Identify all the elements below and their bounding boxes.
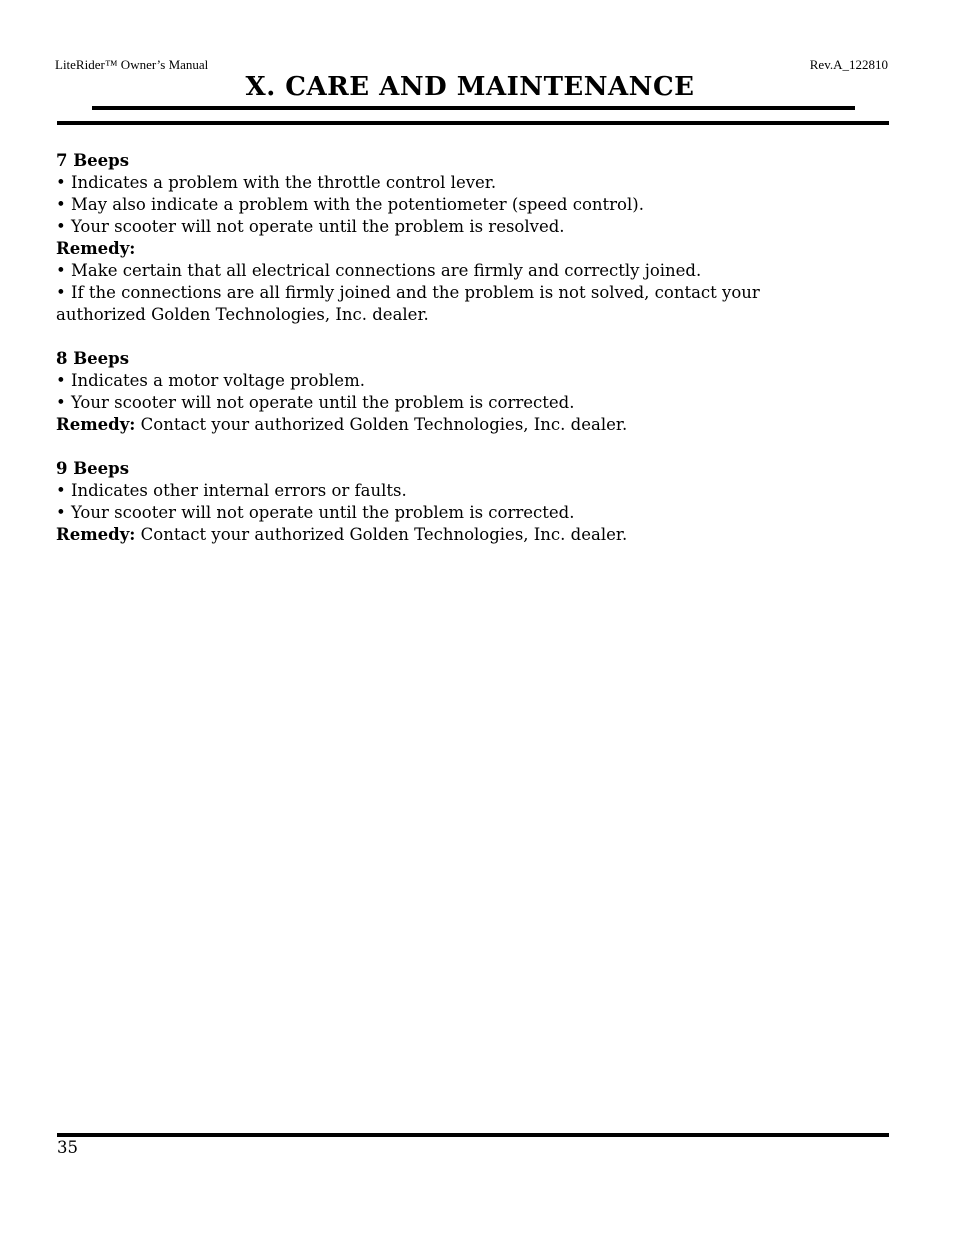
list-item: • Your scooter will not operate until the problem is resolved. <box>56 217 565 236</box>
page-number: 35 <box>57 1138 78 1157</box>
section-7-beeps <box>56 150 896 326</box>
section-heading: 9 Beeps <box>56 459 129 478</box>
footer-divider <box>57 1133 889 1137</box>
list-item: • Make certain that all electrical connections are firmly and correctly joined. <box>56 261 702 280</box>
manual-title: LiteRider™ Owner’s Manual <box>55 57 209 72</box>
header-divider <box>57 121 889 125</box>
remedy-text: Contact your authorized Golden Technologies, Inc. dealer. <box>135 415 628 434</box>
list-item: • Your scooter will not operate until the problem is corrected. <box>56 393 575 412</box>
list-item: • May also indicate a problem with the potentiometer (speed control). <box>56 195 644 214</box>
page-content <box>56 150 896 568</box>
revision-label: Rev.A_122810 <box>809 57 888 72</box>
list-item: • Indicates other internal errors or faults. <box>56 481 407 500</box>
remedy-label: Remedy: <box>56 239 136 258</box>
remedy-label: Remedy: <box>56 525 136 544</box>
section-heading: 8 Beeps <box>56 349 129 368</box>
title-underline <box>92 106 855 110</box>
remedy-line <box>56 524 896 546</box>
remedy-line <box>56 414 896 436</box>
remedy-text: Contact your authorized Golden Technologies, Inc. dealer. <box>135 525 628 544</box>
chapter-title: X. CARE AND MAINTENANCE <box>245 72 695 102</box>
section-heading: 7 Beeps <box>56 151 129 170</box>
list-item: • Your scooter will not operate until the problem is corrected. <box>56 503 575 522</box>
list-item: • If the connections are all firmly joined and the problem is not solved, contact your authorized Golden Technologies, Inc. dealer. <box>56 283 760 324</box>
list-item: • Indicates a motor voltage problem. <box>56 371 365 390</box>
section-9-beeps <box>56 458 896 546</box>
section-8-beeps <box>56 348 896 436</box>
list-item: • Indicates a problem with the throttle control lever. <box>56 173 497 192</box>
remedy-label: Remedy: <box>56 415 136 434</box>
